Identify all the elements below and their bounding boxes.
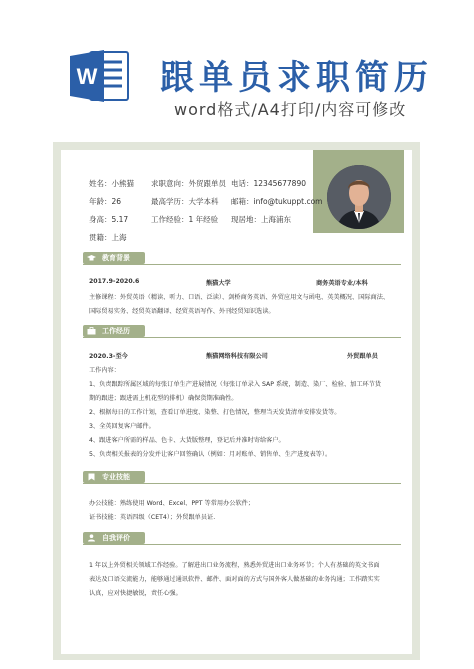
education-school: 熊猫大学 [206, 280, 231, 287]
section-tag [83, 471, 145, 483]
portrait-image [327, 165, 391, 229]
education-courses-line-1: 主修课程：外贸英语（精读、听力、口语、泛读）、剑桥商务英语、外贸应用文与函电、英美概况、国际商法、 [89, 294, 390, 301]
section-title: 教育背景 [102, 254, 130, 262]
work-content-label: 工作内容： [89, 367, 120, 374]
divider [83, 337, 401, 338]
bookmark-icon [87, 473, 96, 481]
page-subtitle: word格式/A4打印/内容可修改 [174, 100, 407, 119]
section-tag [83, 252, 145, 264]
education-period: 2017.9-2020.6 [89, 278, 140, 285]
divider [83, 264, 401, 265]
profile-experience: 工作经验：1 年经验 [151, 215, 219, 224]
work-duty-line: 2、根据每日的工作计划，查看订单进度、染整、打色情况，整理当天发货清单安排发货等。 [89, 409, 341, 416]
skills-certificate: 证书技能：英语四级（CET4）；外贸跟单员证. [89, 514, 216, 521]
word-icon [68, 44, 132, 108]
section-title: 自我评价 [102, 534, 130, 542]
work-duty-line: 5、负责相关报表的分发并让客户回签确认（例如：月对账单、销售单、生产进度表等）。 [89, 451, 332, 458]
page-title: 跟单员求职简历 [160, 58, 433, 98]
section-title: 专业技能 [102, 473, 130, 481]
section-tag [83, 532, 145, 544]
section-title: 工作经历 [102, 327, 130, 335]
skills-office: 办公技能：熟练使用 Word、Excel、PPT 等常用办公软件； [89, 500, 255, 507]
work-company: 熊猫网络科技有限公司 [206, 353, 268, 360]
divider [83, 483, 401, 484]
profile-intent: 求职意向：外贸跟单员 [151, 179, 226, 188]
self-eval-header [83, 532, 401, 545]
education-header [83, 252, 401, 265]
skills-header [83, 471, 401, 484]
work-header [83, 325, 401, 338]
profile-height: 身高：5.17 [89, 215, 129, 224]
education-courses-line-2: 国际贸易实务、经贸英语翻译、经贸英语写作、外刊经贸知识选读。 [89, 308, 275, 315]
work-duty-line: 1、负责跟踪所属区域的每张订单生产进展情况（每张订单录入 SAP 系统，制造、染厂、检验、加工环节货 [89, 381, 382, 388]
profile-hometown: 贯籍：上海 [89, 233, 127, 242]
education-major: 商务英语专业/本科 [316, 280, 368, 287]
work-duty-line: 期的跟进；跟进需上机花型的排机）确保货期准确性。 [89, 395, 238, 402]
briefcase-icon [87, 327, 96, 335]
self-eval-line: 认真，应对快捷敏锐，责任心强。 [89, 590, 182, 597]
self-eval-line: 表达及口语交流能力，能够通过通讯软件、邮件、面对面的方式与国外客人做基础的业务沟通；工作踏实实 [89, 576, 380, 583]
work-duty-line: 4、跟进客户所需的样品、色卡、大货版整理，登记后并准时寄给客户。 [89, 437, 285, 444]
profile-education: 最高学历：大学本科 [151, 197, 219, 206]
word-logo-letter: W [76, 64, 98, 89]
avatar [327, 165, 391, 229]
profile-name: 姓名：小熊猫 [89, 179, 134, 188]
work-position: 外贸跟单员 [347, 353, 378, 360]
profile-age: 年龄：26 [89, 197, 122, 206]
graduation-cap-icon [87, 254, 96, 262]
section-tag [83, 325, 145, 337]
profile-address: 现居地：上海浦东 [231, 215, 291, 224]
resume-sheet [61, 150, 412, 654]
work-period: 2020.3-至今 [89, 353, 128, 360]
work-duty-line: 3、全英回复客户邮件。 [89, 423, 155, 430]
user-icon [87, 534, 96, 542]
divider [83, 544, 401, 545]
self-eval-line: 1 年以上外贸相关领域工作经验。了解进出口业务流程，熟悉外贸进出口业务环节；个人有基础的英文书面 [89, 562, 380, 569]
profile-email: 邮箱：info@tukuppt.com [231, 197, 323, 206]
profile-phone: 电话：12345677890 [231, 179, 306, 188]
